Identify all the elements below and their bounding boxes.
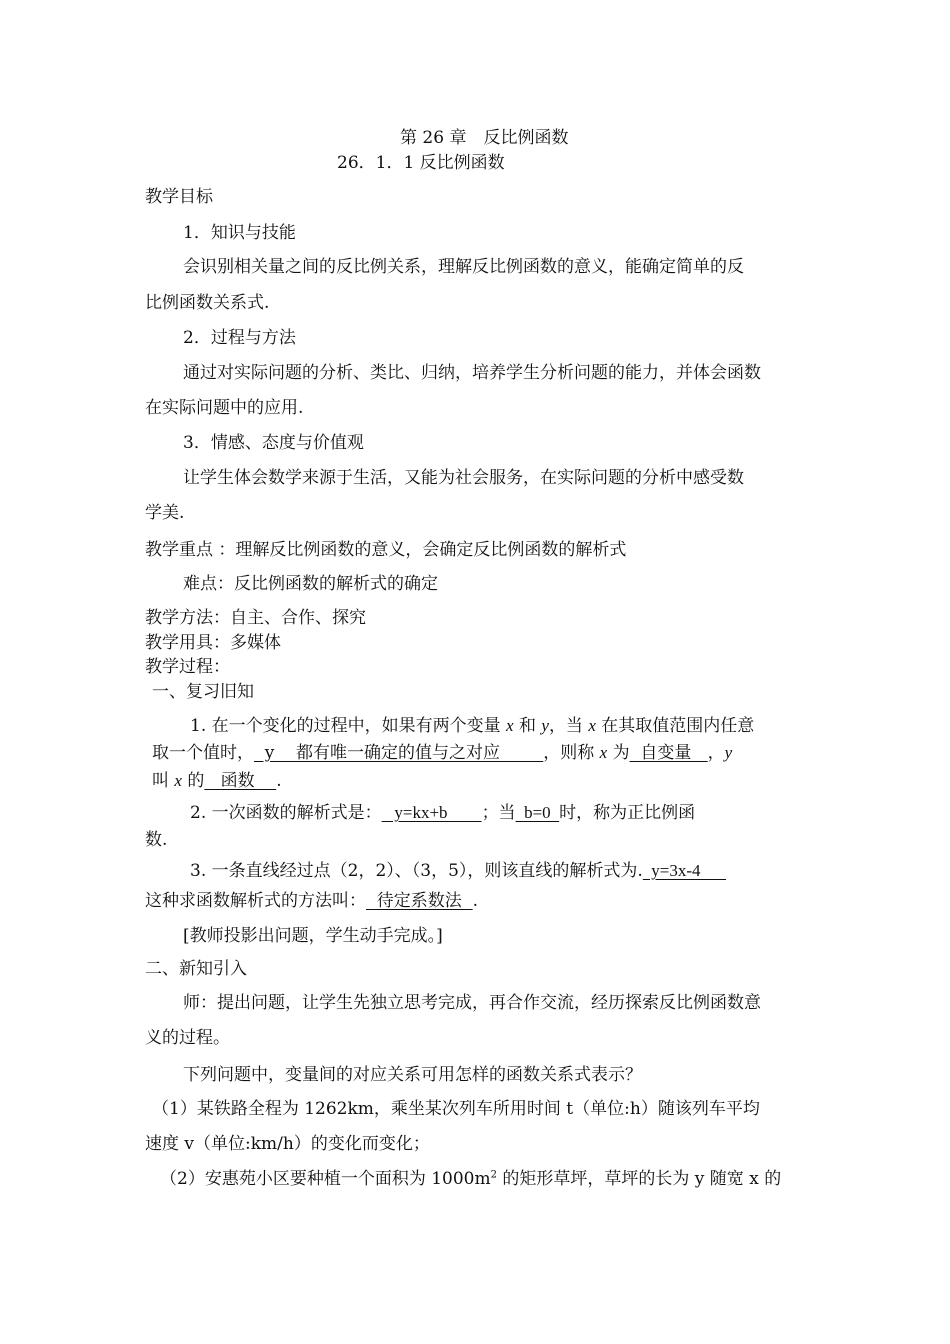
intro-para1-line1: 师：提出问题，让学生先独立思考完成，再合作交流，经历探索反比例函数意 bbox=[183, 993, 761, 1013]
review-q1-line3: 叫 x 的 函数 . bbox=[152, 771, 282, 791]
objective-2-heading: 2．过程与方法 bbox=[183, 328, 296, 348]
answer-blank: b=0 bbox=[515, 803, 560, 822]
intro-heading: 二、新知引入 bbox=[145, 959, 247, 979]
intro-para2: 下列问题中，变量间的对应关系可用怎样的函数关系式表示？ bbox=[183, 1065, 642, 1085]
key-point: 教学重点 ：理解反比例函数的意义，会确定反比例函数的解析式 bbox=[145, 540, 627, 560]
answer-blank: y 都有唯一确定的值与之对应 bbox=[254, 743, 544, 763]
objective-2-text-line2: 在实际问题中的应用. bbox=[145, 398, 304, 418]
objective-1-text-line2: 比例函数关系式. bbox=[145, 293, 270, 313]
answer-blank: y=kx+b bbox=[381, 803, 482, 822]
objective-3-text-line1: 让学生体会数学来源于生活，又能为社会服务，在实际问题的分析中感受数 bbox=[183, 468, 744, 488]
review-q2-line2: 数. bbox=[145, 830, 168, 850]
problem-2-line1: （2）安惠苑小区要种植一个面积为 $1000m^2$ 的矩形草坪，草坪的长为 y 随宽 x 的 bbox=[160, 1169, 782, 1189]
answer-blank: 函数 bbox=[204, 771, 277, 791]
answer-blank: 待定系数法 bbox=[366, 891, 473, 911]
review-q1-line1: 1. 在一个变化的过程中，如果有两个变量 x 和 y，当 x 在其取值范围内任意 bbox=[190, 716, 755, 736]
difficulty: 难点：反比例函数的解析式的确定 bbox=[183, 574, 438, 594]
problem-1-line1: （1）某铁路全程为 1262km，乘坐某次列车所用时间 t（单位:h）随该列车平均 bbox=[152, 1099, 760, 1119]
objective-2-text-line1: 通过对实际问题的分析、类比、归纳，培养学生分析问题的能力，并体会函数 bbox=[183, 363, 761, 383]
chapter-title: 第 26 章 反比例函数 bbox=[400, 128, 569, 148]
objective-3-heading: 3．情感、态度与价值观 bbox=[183, 433, 364, 453]
objective-3-text-line2: 学美. bbox=[145, 503, 185, 523]
teacher-note: [教师投影出问题，学生动手完成。] bbox=[183, 926, 443, 946]
problem-1-line2: 速度 v（单位:km/h）的变化而变化； bbox=[145, 1134, 430, 1154]
objective-1-text-line1: 会识别相关量之间的反比例关系，理解反比例函数的意义，能确定简单的反 bbox=[183, 257, 744, 277]
review-heading: 一、复习旧知 bbox=[152, 682, 254, 702]
review-q3-line1: 3. 一条直线经过点（2，2）、（3，5），则该直线的解析式为. y=3x-4 bbox=[190, 861, 727, 881]
objective-1-heading: 1．知识与技能 bbox=[183, 223, 296, 243]
answer-blank: y=3x-4 bbox=[642, 861, 727, 880]
intro-para1-line2: 义的过程。 bbox=[145, 1028, 230, 1048]
teaching-tools: 教学用具：多媒体 bbox=[145, 633, 281, 653]
review-q3-line2: 这种求函数解析式的方法叫： 待定系数法 . bbox=[145, 891, 479, 911]
section-title: 26．1．1 反比例函数 bbox=[337, 153, 505, 173]
review-q2-line1: 2. 一次函数的解析式是： y=kx+b ；当 b=0 时，称为正比例函 bbox=[190, 803, 696, 823]
objectives-heading: 教学目标 bbox=[145, 187, 213, 207]
teaching-method: 教学方法：自主、合作、探究 bbox=[145, 608, 366, 628]
answer-blank: 自变量 bbox=[629, 743, 708, 763]
review-q1-line2: 取一个值时， y 都有唯一确定的值与之对应 ，则称 x 为 自变量 ，y bbox=[152, 743, 733, 763]
teaching-process: 教学过程： bbox=[145, 657, 230, 677]
